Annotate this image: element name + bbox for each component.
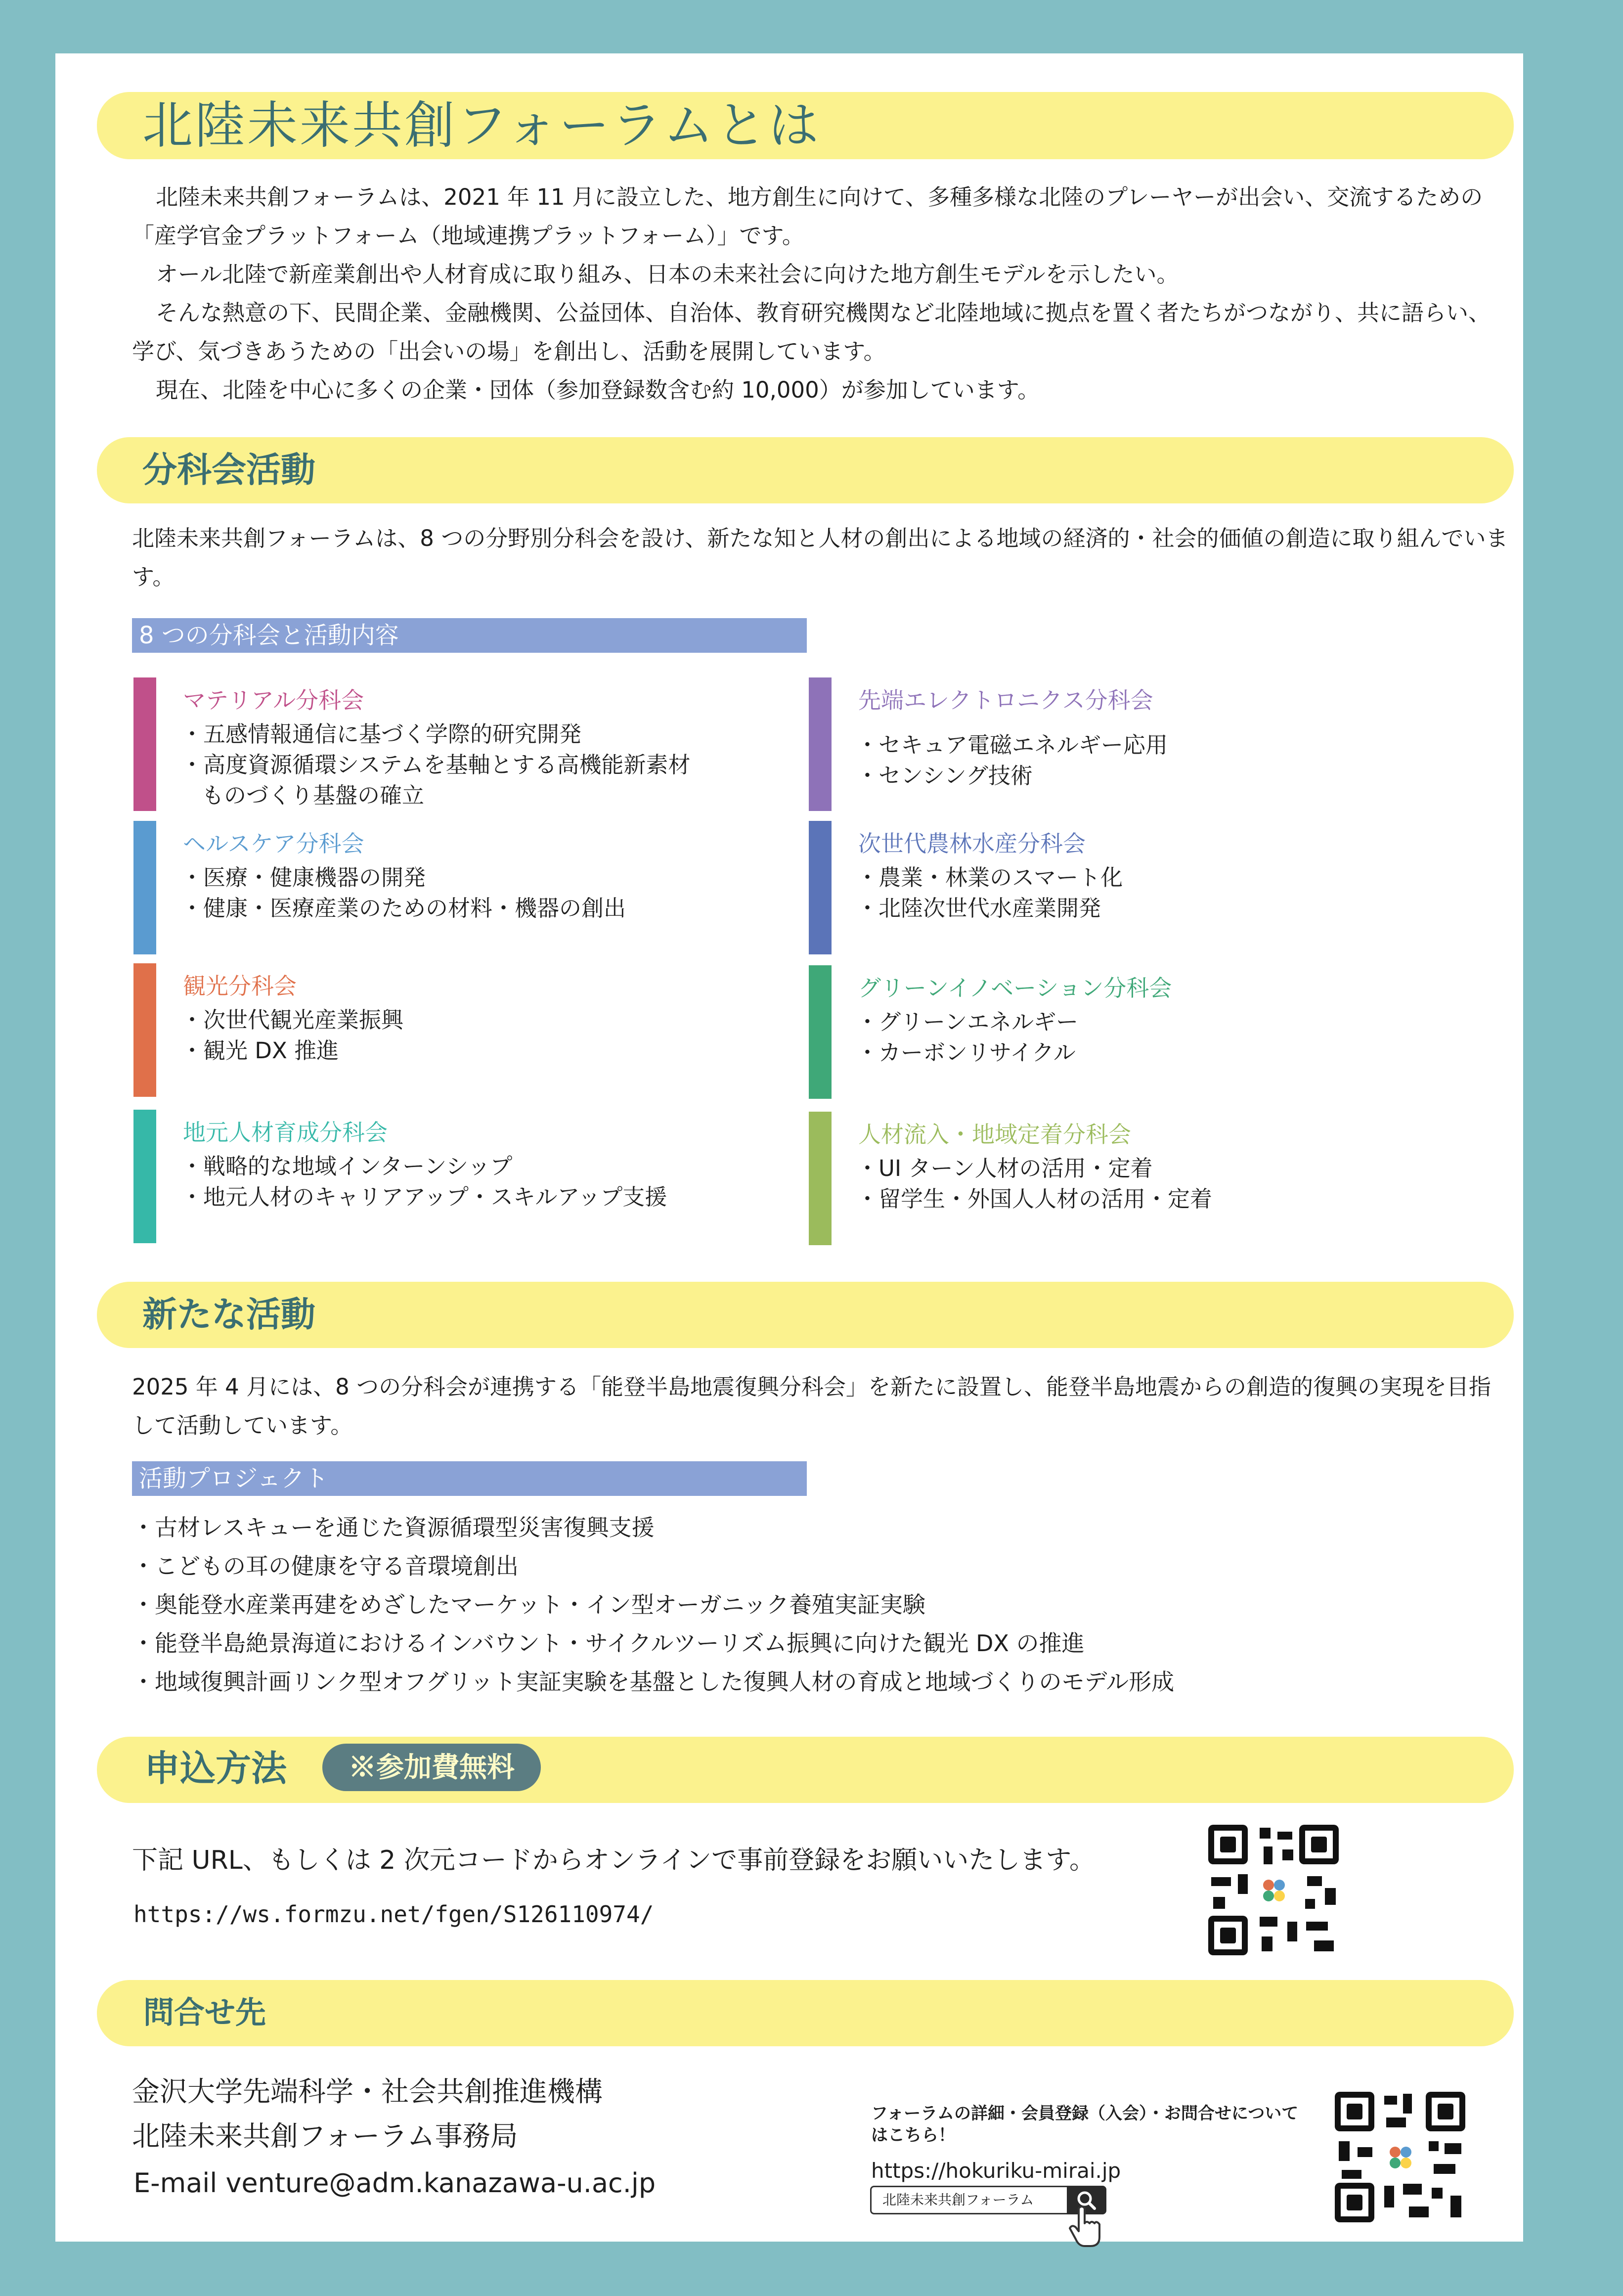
new-activity-title: 新たな活動	[142, 1294, 315, 1335]
list-item: ・五感情報通信に基づく学際的研究開発	[181, 721, 582, 747]
committee-items	[181, 862, 626, 924]
committee-name: ヘルスケア分科会	[183, 830, 364, 857]
apply-instruction: 下記 URL、もしくは 2 次元コードからオンラインで事前登録をお願いいたします。	[132, 1846, 1096, 1875]
list-item: ・奥能登水産業再建をめざしたマーケット・イン型オーガニック養殖実証実験	[132, 1591, 925, 1618]
search-box-text: 北陸未来共創フォーラム	[882, 2192, 1034, 2208]
forum-url[interactable]: https://hokuriku-mirai.jp	[871, 2159, 1121, 2183]
color-bar	[809, 965, 832, 1099]
committee-name: マテリアル分科会	[183, 687, 364, 714]
qr-logo-icon	[1257, 1873, 1290, 1907]
committee-name: 次世代農林水産分科会	[858, 830, 1086, 857]
about-paragraph: オール北陸で新産業創出や人材育成に取り組み、日本の未来社会に向けた地方創生モデルを示したい。	[156, 261, 1179, 287]
color-bar	[133, 1110, 156, 1243]
qr-logo-icon	[1383, 2140, 1417, 2174]
apply-title: 申込方法	[144, 1747, 287, 1789]
list-item: ・セキュア電磁エネルギー応用	[856, 732, 1168, 758]
list-item	[181, 780, 691, 811]
contact-org-line1: 金沢大学先端科学・社会共創推進機構	[132, 2076, 603, 2108]
list-item: ・UI ターン人材の活用・定着	[856, 1155, 1153, 1181]
subcommittee-list-heading: 8 つの分科会と活動内容	[132, 618, 807, 653]
committee-name: 地元人材育成分科会	[183, 1119, 388, 1146]
committee-name: 観光分科会	[183, 973, 297, 999]
list-item: ・留学生・外国人人材の活用・定着	[856, 1186, 1213, 1212]
new-activity-intro	[132, 1368, 1511, 1445]
projects-heading: 活動プロジェクト	[132, 1461, 807, 1496]
committee-name: 人材流入・地域定着分科会	[858, 1121, 1131, 1148]
committee-items	[181, 1005, 403, 1066]
color-bar	[133, 821, 156, 954]
contact-email[interactable]: E-mail venture@adm.kanazawa-u.ac.jp	[133, 2167, 656, 2199]
color-bar	[809, 677, 832, 811]
list-item: ・医療・健康機器の開発	[181, 864, 426, 891]
list-item: ・高度資源循環システムを基軸とする高機能新素材	[181, 752, 691, 778]
committee-items	[181, 1151, 667, 1213]
about-text	[132, 178, 1511, 409]
registration-qr-code	[1208, 1825, 1339, 1955]
forum-note: フォーラムの詳細・会員登録（入会）・お問合せについてはこちら！	[871, 2104, 1299, 2145]
about-paragraph: そんな熱意の下、民間企業、金融機関、公益団体、自治体、教育研究機関など北陸地域に拠点を置く者たちがつながり、共に語らい、学び、気づきあうための「出会いの場」を創出し、活動を展開しています。	[132, 300, 1491, 364]
list-item: ・グリーンエネルギー	[856, 1009, 1079, 1035]
list-item: ・戦略的な地域インターンシップ	[181, 1153, 513, 1179]
new-activity-intro-text: 2025 年 4 月には、8 つの分科会が連携する「能登半島地震復興分科会」を新たに設置し、能登半島地震からの創造的復興の実現を目指して活動しています。	[132, 1374, 1491, 1439]
about-title: 北陸未来共創フォーラムとは	[142, 96, 821, 155]
contact-title: 問合せ先	[143, 1994, 266, 2030]
committee-name: 先端エレクトロニクス分科会	[858, 687, 1153, 714]
subcommittee-intro	[132, 519, 1511, 596]
apply-title-band	[97, 1737, 1514, 1803]
contact-org-line2: 北陸未来共創フォーラム事務局	[132, 2120, 518, 2153]
list-item: ・健康・医療産業のための材料・機器の創出	[181, 895, 626, 921]
list-item: ・こどもの耳の健康を守る音環境創出	[132, 1553, 519, 1579]
subcommittee-title: 分科会活動	[142, 449, 315, 490]
list-item: ・次世代観光産業振興	[181, 1007, 404, 1033]
list-item-continuation: ものづくり基盤の確立	[202, 782, 425, 809]
committee-items	[856, 1007, 1078, 1068]
list-item: ・地元人材のキャリアアップ・スキルアップ支援	[181, 1184, 667, 1210]
committee-items	[856, 862, 1123, 924]
color-bar	[133, 677, 156, 811]
about-paragraph: 北陸未来共創フォーラムは、2021 年 11 月に設立した、地方創生に向けて、多種多様な北陸のプレーヤーが出会い、交流するための「産学官金プラットフォーム（地域連携プラットフォーム）」です。	[132, 184, 1483, 249]
contact-title-band	[97, 1980, 1514, 2046]
free-badge: ※参加費無料	[322, 1744, 541, 1791]
list-item: ・観光 DX 推進	[181, 1037, 339, 1064]
color-bar	[809, 821, 832, 954]
list-item: ・農業・林業のスマート化	[856, 864, 1123, 891]
forum-qr-code	[1335, 2092, 1465, 2222]
list-item: ・地域復興計画リンク型オフグリット実証実験を基盤とした復興人材の育成と地域づくりのモデル形成	[132, 1668, 1175, 1695]
color-bar	[809, 1112, 832, 1245]
committee-items	[856, 1153, 1212, 1215]
list-item: ・センシング技術	[856, 763, 1033, 789]
apply-url[interactable]: https://ws.formzu.net/fgen/S126110974/	[133, 1901, 654, 1928]
color-bar	[133, 963, 156, 1097]
list-item: ・古材レスキューを通じた資源循環型災害復興支援	[132, 1514, 655, 1541]
list-item: ・北陸次世代水産業開発	[856, 895, 1101, 921]
subcommittee-intro-text: 北陸未来共創フォーラムは、8 つの分野別分科会を設け、新たな知と人材の創出による地域の経済的・社会的価値の創造に取り組んでいます。	[132, 525, 1508, 590]
committee-items	[856, 730, 1168, 791]
hand-pointer-icon	[1068, 2204, 1107, 2248]
committee-name: グリーンイノベーション分科会	[858, 975, 1172, 1001]
committee-items	[181, 719, 691, 811]
list-item: ・能登半島絶景海道におけるインバウント・サイクルツーリズム振興に向けた観光 DX の推進	[132, 1630, 1085, 1657]
list-item: ・カーボンリサイクル	[856, 1039, 1076, 1066]
project-list	[132, 1508, 1174, 1701]
about-paragraph: 現在、北陸を中心に多くの企業・団体（参加登録数含む約 10,000）が参加しています。	[156, 377, 1040, 403]
